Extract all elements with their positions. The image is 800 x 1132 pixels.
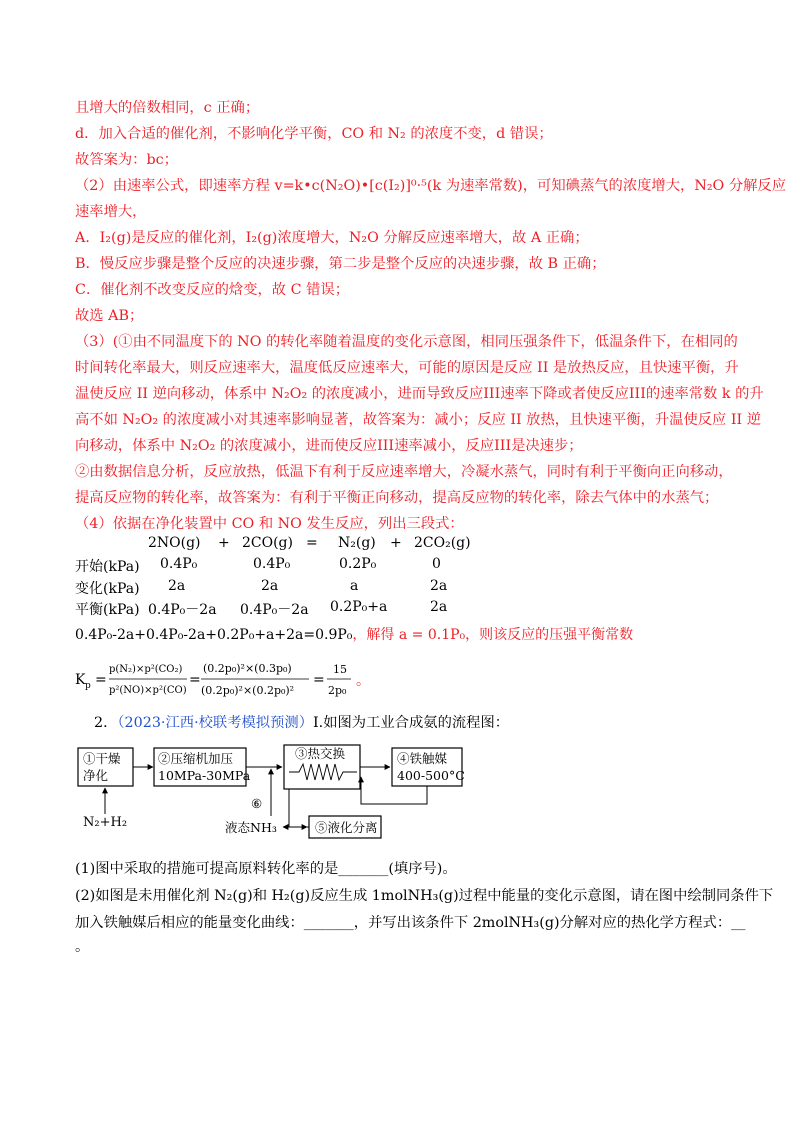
catalyst-temperature: 400-500°C: [397, 768, 465, 783]
compressor-label: ②压缩机加压: [158, 751, 234, 766]
table-row-label: 开始(kPa): [75, 559, 140, 575]
catalyst-label: ④铁触媒: [397, 751, 448, 766]
kp-formula: [75, 655, 395, 707]
heat-exchange-label: ③热交换: [295, 746, 346, 761]
feed-gas-label: N₂+H₂: [83, 815, 128, 830]
table-header-cell: +: [390, 535, 402, 551]
answer-line: 高不如 N₂O₂ 的浓度减小对其速率影响显著，故答案为：减小；反应 II 放热，且快速平衡，升温使反应 II 逆: [75, 412, 762, 428]
table-row-label: 平衡(kPa): [75, 602, 140, 618]
solve-equation: 0.4P₀-2a+0.4P₀-2a+0.2P₀+a+2a=0.9P₀: [75, 627, 353, 643]
answer-line: 故选 AB；: [75, 308, 144, 324]
table-header-cell: N₂(g): [338, 535, 376, 551]
question-part: 加入铁触媒后相应的能量变化曲线：_______，并写出该条件下 2molNH₃(g)分解对应的热化学方程式：__: [75, 915, 746, 931]
answer-line: 且增大的倍数相同，c 正确；: [75, 100, 260, 116]
solve-line: [75, 626, 633, 644]
answer-line: B．慢反应步骤是整个反应的决速步骤，第二步是整个反应的决速步骤，故 B 正确；: [75, 256, 606, 272]
dry-purify-label-2: 净化: [83, 768, 109, 783]
answer-line: ②由数据信息分析，反应放热，低温下有利于反应速率增大，冷凝水蒸气，同时有利于平衡向正向移动，: [75, 464, 733, 480]
recycle-label: ⑥: [251, 796, 263, 811]
table-cell: 0.4P₀－2a: [240, 602, 309, 618]
table-cell: 2a: [168, 578, 186, 594]
liquefaction-label: ⑤液化分离: [315, 820, 378, 835]
table-header-cell: 2CO₂(g): [414, 535, 471, 551]
answer-line: （3）(①由不同温度下的 NO 的转化率随着温度的变化示意图，相同压强条件下，低温条件下，在相同的: [75, 334, 738, 350]
question-source: （2023·江西·校联考模拟预测）: [117, 715, 313, 731]
flow-arrow: [289, 789, 307, 827]
answer-line: 向移动，体系中 N₂O₂ 的浓度减小，进而使反应III速率减小，反应III是决速步；: [75, 438, 583, 454]
kp-period: 。: [356, 673, 370, 689]
table-cell: 0.2P₀+a: [330, 599, 388, 615]
kp-symbol: K: [75, 672, 86, 688]
answer-line: C．催化剂不改变反应的焓变，故 C 错误；: [75, 282, 350, 298]
table-header-cell: =: [306, 535, 318, 551]
question-part: (1)图中采取的措施可提高原料转化率的是_______(填序号)。: [75, 861, 457, 877]
kp-numerator-2: (0.2p₀)²×(0.3p₀): [203, 662, 292, 675]
answer-line: d．加入合适的催化剂，不影响化学平衡，CO 和 N₂ 的浓度不变，d 错误；: [75, 126, 553, 142]
kp-formula-graphic: [75, 655, 395, 703]
heat-coil: [289, 764, 357, 780]
answer-line: 温使反应 II 逆向移动，体系中 N₂O₂ 的浓度减小，进而导致反应III速率下降或者使反应III的速率常数 k 的升: [75, 386, 764, 402]
ammonia-flowchart: [75, 742, 495, 862]
table-cell: 0.2P₀: [339, 556, 377, 572]
kp-numerator: p(N₂)×p²(CO₂): [109, 664, 183, 675]
kp-denominator: p²(NO)×p²(CO): [109, 685, 187, 696]
table-cell: 2a: [261, 578, 279, 594]
kp-equals: =: [95, 672, 107, 688]
answer-line: A．I₂(g)是反应的催化剂，I₂(g)浓度增大，N₂O 分解反应速率增大，故 A 正确；: [75, 230, 589, 246]
liquid-ammonia-label: 液态NH₃: [225, 820, 277, 835]
kp-subscript: p: [85, 681, 91, 691]
table-cell: 0.4P₀－2a: [148, 602, 217, 618]
compressor-pressure: 10MPa-30MPa: [158, 768, 251, 783]
table-cell: a: [350, 578, 359, 594]
question-title: I.如图为工业合成氨的流程图：: [313, 715, 510, 731]
question-2-heading: [94, 714, 509, 732]
table-row-label: 变化(kPa): [75, 581, 140, 597]
question-number: 2．: [94, 715, 118, 731]
kp-numerator-3: 15: [333, 663, 347, 676]
table-cell: 2a: [430, 578, 448, 594]
table-header-cell: +: [218, 535, 230, 551]
answer-line: 故答案为：bc；: [75, 152, 178, 168]
dry-purify-label: ①干燥: [83, 751, 121, 766]
answer-line: 提高反应物的转化率，故答案为：有利于平衡正向移动，提高反应物的转化率，除去气体中的水蒸气；: [75, 490, 719, 506]
answer-line: （4）依据在净化装置中 CO 和 NO 发生反应，列出三段式：: [75, 516, 464, 532]
solve-result: ，解得 a = 0.1P₀，则该反应的压强平衡常数: [352, 627, 634, 643]
table-header-cell: 2CO(g): [242, 535, 293, 551]
question-part: 。: [75, 939, 90, 955]
table-cell: 2a: [430, 599, 448, 615]
table-cell: 0.4P₀: [253, 556, 291, 572]
answer-line: 时间转化率最大，则反应速率大，温度低反应速率大，可能的原因是反应 II 是放热反应，且快速平衡，升: [75, 360, 739, 376]
kp-denominator-2: (0.2p₀)²×(0.2p₀)²: [201, 684, 295, 697]
question-part: (2)如图是未用催化剂 N₂(g)和 H₂(g)反应生成 1molNH₃(g)过程中能量的变化示意图，请在图中绘制同条件下: [75, 888, 774, 904]
kp-equals-3: =: [313, 672, 325, 688]
answer-line: 速率增大，: [75, 204, 147, 220]
table-header-cell: 2NO(g): [148, 535, 201, 551]
table-cell: 0: [432, 556, 441, 572]
table-cell: 0.4P₀: [160, 556, 198, 572]
answer-line: （2）由速率公式，即速率方程 v=k•c(N₂O)•[c(I₂)]⁰·⁵(k 为速率常数)，可知碘蒸气的浓度增大，N₂O 分解反应: [75, 178, 787, 194]
kp-denominator-3: 2p₀: [328, 684, 347, 697]
kp-equals-2: =: [189, 672, 201, 688]
